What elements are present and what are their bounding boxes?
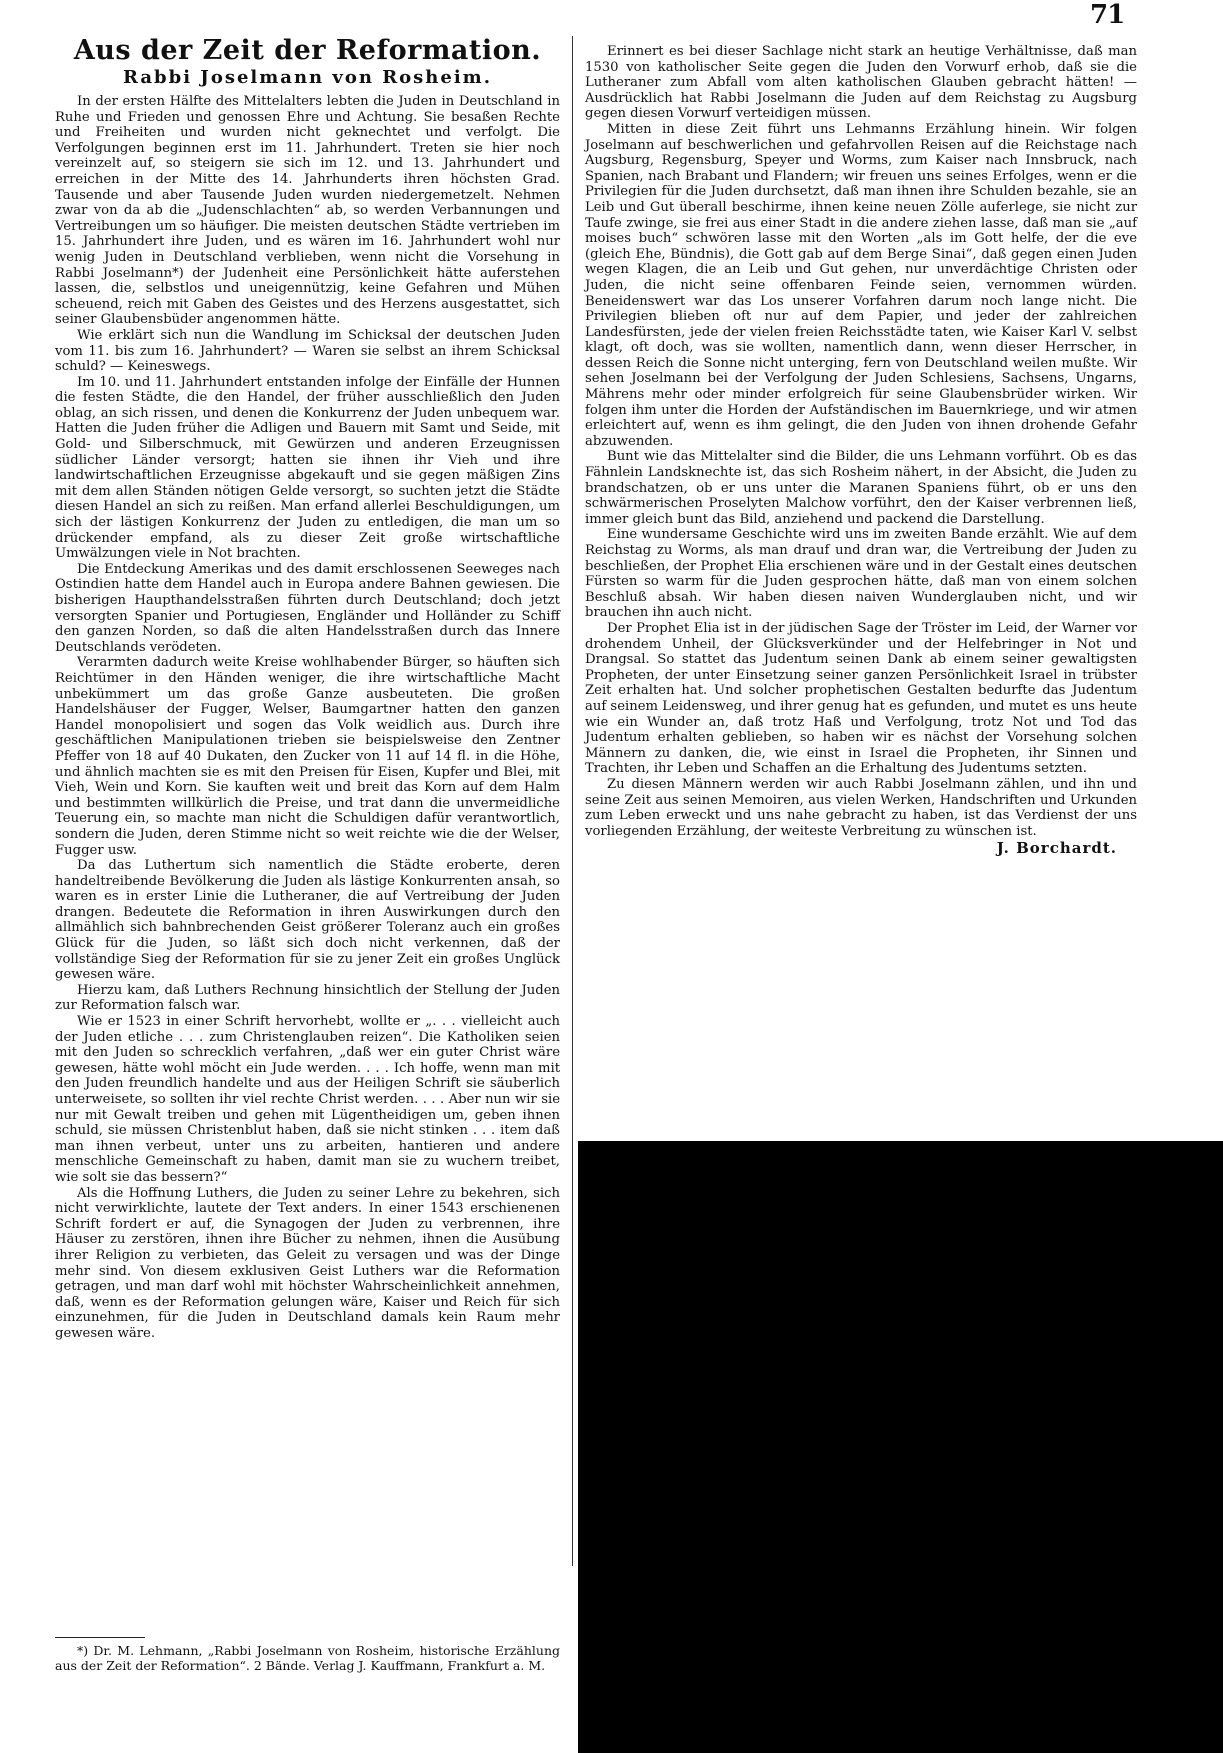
footnote: *) Dr. M. Lehmann, „Rabbi Joselmann von Rosheim, historische Erzählung aus der Zeit der Reformation“. 2 Bände. Verlag J. Kauffmann, Frankfurt a. M. bbox=[55, 1643, 560, 1673]
left-column bbox=[55, 36, 560, 1342]
paragraph: Als die Hoffnung Luthers, die Juden zu seiner Lehre zu bekehren, sich nicht verwirklichte, lautete der Text anders. In einer 1543 erschienenen Schrift fordert er auf, die Synagogen der Juden zu verbrennen, ihre Häuser zu zerstören, ihnen ihre Bücher zu nehmen, ihnen die Ausübung ihrer Religion zu verbieten, das Geleit zu versagen und was der Dinge mehr sind. Von diesem exklusiven Geist Luthers war die Reformation getragen, und man darf wohl mit höchster Wahrscheinlichkeit annehmen, daß, wenn es der Reformation gelungen wäre, Kaiser und Reich für sich einzunehmen, für die Juden in Deutschland damals kein Raum mehr gewesen wäre. bbox=[55, 1185, 560, 1341]
paragraph: Bunt wie das Mittelalter sind die Bilder, die uns Lehmann vorführt. Ob es das Fähnlein Landsknechte ist, das sich Rosheim nähert, in der Absicht, die Juden zu brandschatzen, ob er uns unter die Maranen Spaniens führt, ob er uns den schwärmerischen Proselyten Malchow vorführt, den der Kaiser verbrennen ließ, immer gleich bunt das Bild, anziehend und packend die Darstellung. bbox=[585, 449, 1137, 527]
article-title: Aus der Zeit der Reformation. bbox=[73, 35, 542, 66]
blank-black-area bbox=[578, 1141, 1223, 1753]
author-signature: J. Borchardt. bbox=[996, 839, 1117, 858]
paragraph: Mitten in diese Zeit führt uns Lehmanns Erzählung hinein. Wir folgen Joselmann auf beschwerlichen und gefahrvollen Reisen auf die Reichstage nach Augsburg, Regensburg, Speyer und Worms, zum Kaiser nach Innsbruck, nach Spanien, nach Brabant und Flandern; wir freuen uns seines Erfolges, wenn er die Privilegien für die Juden durchsetzt, daß man ihnen ihre Schulden bezahle, sie an Leib und Gut überall beschirme, ihnen keine neuen Zölle auferlege, sie nicht zur Taufe zwinge, sie frei aus einer Stadt in die andere ziehen lasse, daß man sie „auf moises buch“ schwören lasse mit den Worten „als im Gott helfe, der die eve (gleich Ehe, Bündnis), die Gott gab auf dem Berge Sinai“, daß gegen einen Juden wegen Klagen, die an Leib und Gut gehen, nur unverdächtige Christen oder Juden, die nicht seine offenbaren Feinde seien, vernommen würden. Beneidenswert war das Los unserer Vorfahren darum noch lange nicht. Die Privilegien blieben oft nur auf dem Papier, und jeder der zahlreichen Landesfürsten, jede der vielen freien Reichsstädte taten, wie Kaiser Karl V. selbst klagt, oft doch, was sie wollten, namentlich dann, wenn dieser Herrscher, in dessen Reich die Sonne nicht unterging, fern von Deutschland weilen mußte. Wir sehen Joselmann bei der Verfolgung der Juden Schlesiens, Sachsens, Ungarns, Mährens mehr oder minder erfolgreich für seine Glaubensbrüder wirken. Wir folgen ihm unter die Horden der Aufständischen im Bauernkriege, und wir atmen erleichtert auf, wenn es ihm gelingt, die den Juden von ihnen drohende Gefahr abzuwenden. bbox=[585, 121, 1137, 449]
paragraph: Hierzu kam, daß Luthers Rechnung hinsichtlich der Stellung der Juden zur Reformation falsch war. bbox=[55, 982, 560, 1014]
paragraph: In der ersten Hälfte des Mittelalters lebten die Juden in Deutschland in Ruhe und Frieden und genossen Ehre und Achtung. Sie besaßen Rechte und Freiheiten und wurden nicht geknechtet und verfolgt. Die Verfolgungen beginnen erst im 11. Jahrhundert. Treten sie hier noch vereinzelt auf, so steigern sie sich im 12. und 13. Jahrhundert und erreichen in der Mitte des 14. Jahrhunderts ihren höchsten Grad. Tausende und aber Tausende Juden wurden niedergemetzelt. Nehmen zwar von da ab die „Judenschlachten“ ab, so werden Verbannungen und Vertreibungen um so häufiger. Die meisten deutschen Städte vertrieben im 15. Jahrhundert ihre Juden, und es wären im 16. Jahrhundert wohl nur wenig Juden in Deutschland verblieben, wenn nicht die Vorsehung in Rabbi Joselmann*) der Judenheit eine Persönlichkeit hätte auferstehen lassen, die, selbstlos und uneigennützig, keine Gefahren und Mühen scheuend, reich mit Gaben des Geistes und des Herzens ausgestattet, sich seiner Glaubensbüder angenommen hätte. bbox=[55, 94, 560, 328]
paragraph: Eine wundersame Geschichte wird uns im zweiten Bande erzählt. Wie auf dem Reichstag zu Worms, als man drauf und dran war, die Vertreibung der Juden zu beschließen, der Prophet Elia erschienen wäre und in der Gestalt eines deutschen Fürsten so warm für die Juden gesprochen hätte, daß man von einem solchen Beschluß absah. Wir haben diesen naiven Wunderglauben nicht, und wir brauchen ihn auch nicht. bbox=[585, 527, 1137, 621]
column-divider bbox=[572, 36, 573, 1566]
paragraph: Wie erklärt sich nun die Wandlung im Schicksal der deutschen Juden vom 11. bis zum 16. Jahrhundert? — Waren sie selbst an ihrem Schicksal schuld? — Keineswegs. bbox=[55, 327, 560, 375]
paragraph: Erinnert es bei dieser Sachlage nicht stark an heutige Verhältnisse, daß man 1530 von katholischer Seite gegen die Juden den Vorwurf erhob, daß sie die Lutheraner zum Abfall vom alten katholischen Glauben gebracht hätten! — Ausdrücklich hat Rabbi Joselmann die Juden auf dem Reichstag zu Augsburg gegen diesen Vorwurf verteidigen müssen. bbox=[585, 44, 1137, 122]
paragraph: Der Prophet Elia ist in der jüdischen Sage der Tröster im Leid, der Warner vor drohendem Unheil, der Glücksverkünder und der Helfebringer in Not und Drangsal. So stattet das Judentum seinen Dank ab einem seiner gewaltigsten Propheten, der unter Einsetzung seiner ganzen Persönlichkeit Israel in trübster Zeit erhalten hat. Und solcher prophetischen Gestalten bedurfte das Judentum auf seinem Leidensweg, und ihrer genug hat es gefunden, und mutet es uns heute wie ein Wunder an, daß trotz Haß und Verfolgung, trotz Not und Tod das Judentum erhalten geblieben, so haben wir es nächst der Vorsehung solchen Männern zu danken, die, wie einst in Israel die Propheten, ihr Sinnen und Trachten, ihr Leben und Schaffen an die Erhaltung des Judentums setzten. bbox=[585, 620, 1137, 777]
article-subtitle: Rabbi Joselmann von Rosheim. bbox=[122, 67, 492, 88]
paragraph: Wie er 1523 in einer Schrift hervorhebt, wollte er „. . . vielleicht auch der Juden etliche . . . zum Christenglauben reizen“. Die Katholiken seien mit den Juden so schrecklich verfahren, „daß wer ein guter Christ wäre gewesen, hätte wohl möcht ein Jude werden. . . . Ich hoffe, wenn man mit den Juden freundlich handelte und aus der Heiligen Schrift sie säuberlich unterweisete, so sollten ihr viel rechte Christ werden. . . . Aber nun wir sie nur mit Gewalt treiben und gehen mit Lügentheidigen um, geben ihnen schuld, sie müssen Christenblut haben, daß sie nicht stinken . . . item daß man ihnen verbeut, unter uns zu arbeiten, hantieren und andere menschliche Gemeinschaft zu haben, damit man sie zu wuchern treibet, wie solt sie das bessern?“ bbox=[55, 1014, 560, 1185]
paragraph: Da das Luthertum sich namentlich die Städte eroberte, deren handeltreibende Bevölkerung die Juden als lästige Konkurrenten ansah, so waren es in erster Linie die Lutheraner, die auf Vertreibung der Juden drangen. Bedeutete die Reformation in ihren Auswirkungen durch den allmählich sich bahnbrechenden Geist größerer Toleranz auch ein großes Glück für die Juden, so läßt sich doch nicht verkennen, daß der vollständige Sieg der Reformation für sie zu jener Zeit ein großes Unglück gewesen wäre. bbox=[55, 858, 560, 983]
paragraph: Die Entdeckung Amerikas und des damit erschlossenen Seeweges nach Ostindien hatte dem Handel auch in Europa andere Bahnen gewiesen. Die bisherigen Haupthandelsstraßen führten durch Deutschland; doch jetzt versorgten Spanier und Portugiesen, Engländer und Holländer zu Schiff den ganzen Norden, so daß die alten Handelsstraßen durch das Innere Deutschlands verödeten. bbox=[55, 561, 560, 655]
paragraph: Im 10. und 11. Jahrhundert entstanden infolge der Einfälle der Hunnen die festen Städte, die den Handel, der früher ausschließlich den Juden oblag, an sich rissen, und denen die Konkurrenz der Juden unbequem war. Hatten die Juden früher die Adligen und Bauern mit Samt und Seide, mit Gold- und Silberschmuck, mit Gewürzen und anderen Erzeugnissen südlicher Länder versorgt; hatten sie ihnen ihr Vieh und ihre landwirtschaftlichen Erzeugnisse abgekauft und sie gegen mäßigen Zins mit dem allen Ständen nötigen Gelde versorgt, so suchten jetzt die Städte diesen Handel an sich zu reißen. Man erfand allerlei Beschuldigungen, um sich der lästigen Konkurrenz der Juden zu entledigen, die man um so drückender empfand, als zu dieser Zeit große wirtschaftliche Umwälzungen viele in Not brachten. bbox=[55, 374, 560, 562]
paragraph: Zu diesen Männern werden wir auch Rabbi Joselmann zählen, und ihn und seine Zeit aus seinen Memoiren, aus vielen Werken, Handschriften und Urkunden zum Leben erweckt und uns nahe gebracht zu haben, ist das Verdienst der uns vorliegenden Erzählung, der weiteste Verbreitung zu wünschen ist. bbox=[585, 776, 1137, 839]
page-number: 71 bbox=[1090, 0, 1125, 30]
paragraph: Verarmten dadurch weite Kreise wohlhabender Bürger, so häuften sich Reichtümer in den Händen weniger, die ihre wirtschaftliche Macht unbekümmert um das große Ganze ausbeuteten. Die großen Handelshäuser der Fugger, Welser, Baumgartner hatten den ganzen Handel monopolisiert und sogen das Volk weidlich aus. Durch ihre geschäftlichen Manipulationen trieben sie beispielsweise den Zentner Pfeffer von 18 auf 40 Dukaten, den Zucker von 11 auf 14 fl. in die Höhe, und ähnlich machten sie es mit den Preisen für Eisen, Kupfer und Blei, mit Vieh, Wein und Korn. Sie kauften weit und breit das Korn auf dem Halm und bestimmten willkürlich die Preise, und trat dann die unvermeidliche Teuerung ein, so machte man nicht die Schuldigen dafür verantwortlich, sondern die Juden, deren Stimme nicht so weit reichte wie die der Welser, Fugger usw. bbox=[55, 655, 560, 858]
footnote-divider bbox=[55, 1637, 145, 1638]
right-column bbox=[585, 44, 1137, 857]
